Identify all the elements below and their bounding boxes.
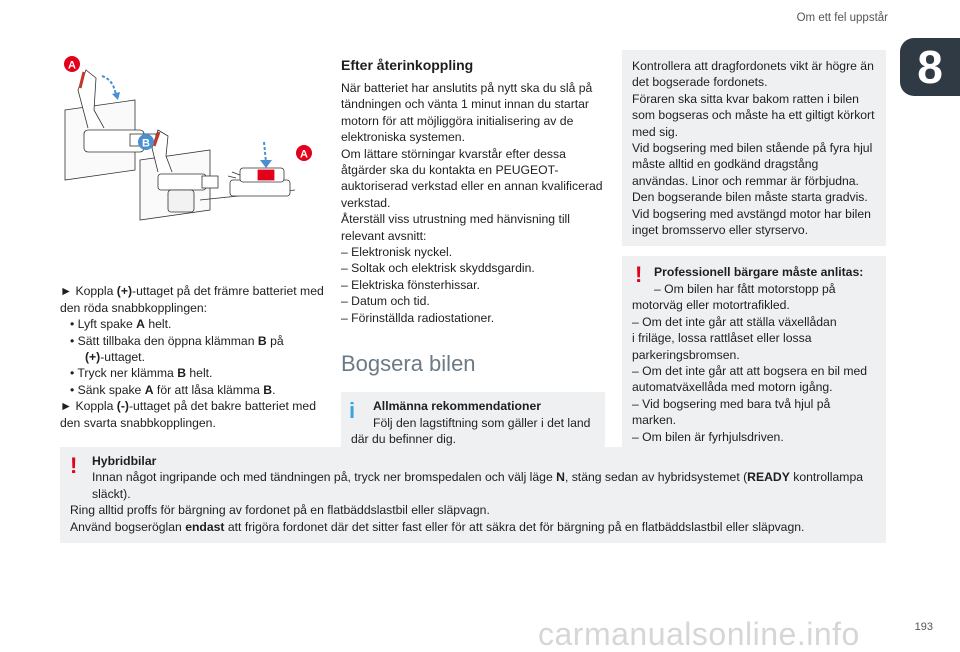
hybrid-title: Hybridbilar xyxy=(92,454,157,468)
column-middle xyxy=(341,56,605,457)
warning-item: motorväg eller motortrafikled. xyxy=(632,298,790,313)
warning-item: – Om det inte går att ställa växellådan xyxy=(632,314,837,329)
hybrid-text: Använd bogseröglan endast att frigöra fordonet där det sitter fast eller för att säkra det för bärgning på en flatbäddslastbil eller släpvagn. xyxy=(70,519,805,534)
list-item: – Förinställda radiostationer. xyxy=(341,310,495,325)
page-header: Om ett fel uppstår xyxy=(796,12,888,24)
hybrid-text: Ring alltid proffs för bärgning av fordonet på en flatbäddslastbil eller släpvagn. xyxy=(70,503,490,518)
info-box-text: Följ den lagstiftning som gäller i det land xyxy=(373,415,591,430)
label-b: B xyxy=(142,137,150,150)
page-number: 193 xyxy=(914,620,933,633)
info-icon: i xyxy=(349,398,356,424)
note-text: Den bogserande bilen måste starta gradvis. xyxy=(632,190,868,205)
list-item: – Elektronisk nyckel. xyxy=(341,245,453,260)
column-left xyxy=(60,50,325,431)
list-item: – Elektriska fönsterhissar. xyxy=(341,277,480,292)
note-text: Vid bogsering med avstängd motor har bilen inget bromsservo eller styrservo. xyxy=(632,206,871,238)
warning-icon: ! xyxy=(70,453,78,478)
label-a: A xyxy=(68,59,76,72)
instruction-line: • Sätt tillbaka den öppna klämman B på xyxy=(70,333,284,348)
warning-icon: ! xyxy=(635,262,643,288)
list-item: – Soltak och elektrisk skyddsgardin. xyxy=(341,261,535,276)
warning-item: i friläge, lossa rattlåset eller lossa parkeringsbromsen. xyxy=(632,331,812,362)
towing-notes-box xyxy=(622,50,886,246)
battery-connector-illustration xyxy=(60,50,308,220)
watermark: carmanualsonline.info xyxy=(538,615,860,652)
chapter-tab: 8 xyxy=(900,38,960,96)
warning-item: – Om bilen har fått motorstopp på xyxy=(654,281,836,296)
instruction-line: • Sänk spake A för att låsa klämma B. xyxy=(70,382,276,397)
paragraph: Återställ viss utrustning med hänvisning till relevant avsnitt: xyxy=(341,212,570,243)
warning-item: – Om det inte går att att bogsera en bil med automatväxellåda med motorn igång. xyxy=(632,363,868,395)
label-a-second: A xyxy=(300,148,308,161)
warning-title: Professionell bärgare måste anlitas: xyxy=(654,265,864,280)
section-title: Bogsera bilen xyxy=(341,351,476,377)
note-text: Vid bogsering med bilen stående på fyra hjul måste alltid en godkänd dragstång användas. Linor och remmar är förbjudna. xyxy=(632,141,873,188)
instruction-line: (+)-uttaget. xyxy=(85,350,145,365)
hybrid-text: Innan något ingripande och med tändningen på, tryck ner bromspedalen och välj läge N, stäng sedan av hybridsystemet (READY kontrollampa släckt). xyxy=(92,470,864,501)
instruction-line: ► Koppla (-)-uttaget på det bakre batteriet med den svarta snabbkopplingen. xyxy=(60,399,316,430)
paragraph: Om lättare störningar kvarstår efter dessa åtgärder ska du kontakta en PEUGEOT-auktoriserad verkstad eller en annan kvalificerad verkstad. xyxy=(341,146,603,210)
instruction-line: • Lyft spake A helt. xyxy=(70,317,172,332)
warning-item: – Om bilen är fyrhjulsdriven. xyxy=(632,429,784,444)
note-text: Föraren ska sitta kvar bakom ratten i bilen som bogseras och måste ha ett giltigt körkort med sig. xyxy=(632,91,875,139)
connection-instructions xyxy=(60,283,325,431)
hybrid-warning-box xyxy=(60,447,886,543)
info-box-text: där du befinner dig. xyxy=(351,431,457,446)
arrow-down-icon xyxy=(260,160,272,168)
info-box-title: Allmänna rekommendationer xyxy=(373,399,541,414)
note-text: Kontrollera att dragfordonets vikt är högre än det bogserade fordonets. xyxy=(632,59,874,90)
list-item: – Datum och tid. xyxy=(341,294,430,309)
professional-tow-warning xyxy=(622,256,886,467)
instruction-line: • Tryck ner klämma B helt. xyxy=(70,366,213,381)
after-reconnection-heading: Efter återinkoppling xyxy=(341,57,474,73)
arrow-up-icon xyxy=(112,92,120,100)
column-right xyxy=(622,50,886,467)
instruction-line: ► Koppla (+)-uttaget på det främre batteriet med den röda snabbkopplingen: xyxy=(60,284,324,315)
paragraph: När batteriet har anslutits på nytt ska du slå på tändningen och vänta 1 minut innan du startar motorn för att möjliggöra initialisering av de elektroniska systemen. xyxy=(341,81,593,145)
warning-item: – Vid bogsering med bara två hjul på marken. xyxy=(632,396,831,428)
